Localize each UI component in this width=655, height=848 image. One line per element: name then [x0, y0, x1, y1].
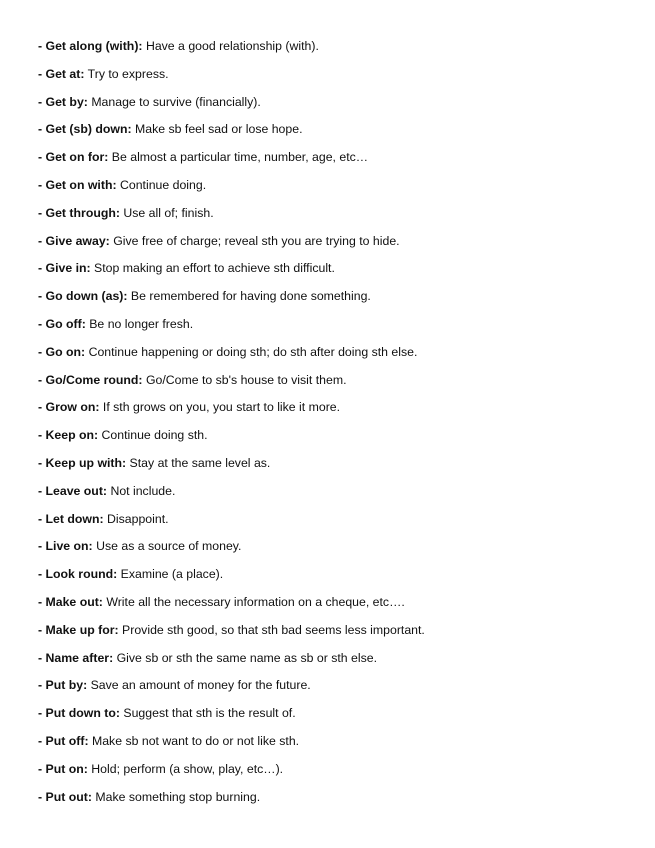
bullet-dash: - — [38, 733, 46, 748]
bullet-dash: - — [38, 428, 46, 443]
bullet-dash: - — [38, 400, 46, 415]
bullet-dash: - — [38, 316, 46, 331]
phrasal-verb-definition: Write all the necessary information on a cheque, etc…. — [106, 594, 405, 609]
bullet-dash: - — [38, 678, 46, 693]
phrasal-verb-definition: Provide sth good, so that sth bad seems less important. — [122, 622, 425, 637]
phrasal-verb-definition: Stay at the same level as. — [129, 455, 271, 470]
bullet-dash: - — [38, 150, 46, 165]
bullet-dash: - — [38, 622, 46, 637]
list-item — [38, 93, 628, 121]
phrasal-verb-definition: Save an amount of money for the future. — [90, 678, 311, 693]
list-item — [38, 232, 628, 260]
phrasal-verb-definition: Disappoint. — [107, 511, 169, 526]
phrasal-verb-term: Look round: — [45, 567, 118, 582]
list-item — [38, 120, 628, 148]
phrasal-verb-definition: Go/Come to sb's house to visit them. — [145, 372, 347, 387]
phrasal-verb-term: Go on: — [45, 344, 86, 359]
phrasal-verb-definition: Use all of; finish. — [123, 205, 214, 220]
bullet-dash: - — [38, 761, 46, 776]
bullet-dash: - — [38, 483, 46, 498]
phrasal-verb-list — [38, 37, 628, 815]
phrasal-verb-term: Put out: — [45, 789, 92, 804]
phrasal-verb-term: Put off: — [45, 733, 89, 748]
phrasal-verb-definition: Give free of charge; reveal sth you are trying to hide. — [113, 233, 400, 248]
list-item — [38, 676, 628, 704]
list-item — [38, 565, 628, 593]
bullet-dash: - — [38, 205, 46, 220]
phrasal-verb-term: Go/Come round: — [45, 372, 143, 387]
bullet-dash: - — [38, 789, 46, 804]
phrasal-verb-term: Get on with: — [45, 177, 117, 192]
list-item — [38, 343, 628, 371]
phrasal-verb-definition: Examine (a place). — [120, 567, 224, 582]
phrasal-verb-definition: Stop making an effort to achieve sth difficult. — [94, 261, 335, 276]
list-item — [38, 176, 628, 204]
bullet-dash: - — [38, 122, 46, 137]
phrasal-verb-definition: Try to express. — [87, 66, 169, 81]
phrasal-verb-term: Grow on: — [45, 400, 100, 415]
list-item — [38, 537, 628, 565]
phrasal-verb-term: Go off: — [45, 316, 86, 331]
phrasal-verb-term: Give away: — [45, 233, 110, 248]
bullet-dash: - — [38, 539, 46, 554]
phrasal-verb-term: Let down: — [45, 511, 104, 526]
bullet-dash: - — [38, 511, 46, 526]
list-item — [38, 732, 628, 760]
bullet-dash: - — [38, 706, 46, 721]
bullet-dash: - — [38, 66, 46, 81]
phrasal-verb-term: Name after: — [45, 650, 114, 665]
phrasal-verb-term: Make out: — [45, 594, 103, 609]
list-item — [38, 454, 628, 482]
phrasal-verb-term: Get at: — [45, 66, 85, 81]
list-item — [38, 371, 628, 399]
phrasal-verb-term: Put on: — [45, 761, 88, 776]
list-item — [38, 65, 628, 93]
bullet-dash: - — [38, 39, 46, 53]
phrasal-verb-definition: Be remembered for having done something. — [130, 289, 371, 304]
list-item — [38, 37, 628, 65]
list-item — [38, 259, 628, 287]
list-item — [38, 287, 628, 315]
list-item — [38, 760, 628, 788]
phrasal-verb-term: Get by: — [45, 94, 88, 109]
phrasal-verb-definition: Manage to survive (financially). — [91, 94, 261, 109]
list-item — [38, 593, 628, 621]
bullet-dash: - — [38, 261, 46, 276]
phrasal-verb-definition: Make sb not want to do or not like sth. — [91, 733, 300, 748]
phrasal-verb-definition: Not include. — [110, 483, 176, 498]
phrasal-verb-term: Go down (as): — [45, 289, 128, 304]
phrasal-verb-definition: Make something stop burning. — [95, 789, 261, 804]
bullet-dash: - — [38, 94, 46, 109]
bullet-dash: - — [38, 567, 46, 582]
bullet-dash: - — [38, 594, 46, 609]
phrasal-verb-definition: Continue happening or doing sth; do sth after doing sth else. — [88, 344, 418, 359]
phrasal-verb-term: Leave out: — [45, 483, 108, 498]
bullet-dash: - — [38, 344, 46, 359]
phrasal-verb-term: Live on: — [45, 539, 93, 554]
phrasal-verb-definition: If sth grows on you, you start to like it more. — [102, 400, 341, 415]
bullet-dash: - — [38, 177, 46, 192]
phrasal-verb-definition: Hold; perform (a show, play, etc…). — [91, 761, 284, 776]
phrasal-verb-definition: Use as a source of money. — [96, 539, 242, 554]
phrasal-verb-term: Get (sb) down: — [45, 122, 132, 137]
phrasal-verb-term: Keep on: — [45, 428, 99, 443]
bullet-dash: - — [38, 289, 46, 304]
list-item — [38, 398, 628, 426]
phrasal-verb-term: Put by: — [45, 678, 88, 693]
phrasal-verb-term: Put down to: — [45, 706, 120, 721]
phrasal-verb-definition: Have a good relationship (with). — [145, 39, 319, 53]
phrasal-verb-definition: Continue doing. — [119, 177, 207, 192]
phrasal-verb-definition: Suggest that sth is the result of. — [123, 706, 296, 721]
phrasal-verb-term: Give in: — [45, 261, 91, 276]
phrasal-verb-definition: Make sb feel sad or lose hope. — [135, 122, 303, 137]
list-item — [38, 649, 628, 677]
list-item — [38, 148, 628, 176]
list-item — [38, 204, 628, 232]
list-item — [38, 704, 628, 732]
bullet-dash: - — [38, 455, 46, 470]
phrasal-verb-term: Keep up with: — [45, 455, 127, 470]
list-item — [38, 482, 628, 510]
list-item — [38, 510, 628, 538]
list-item — [38, 315, 628, 343]
bullet-dash: - — [38, 233, 46, 248]
phrasal-verb-definition: Be almost a particular time, number, age, etc… — [111, 150, 369, 165]
phrasal-verb-term: Make up for: — [45, 622, 119, 637]
phrasal-verb-term: Get along (with): — [45, 39, 143, 53]
list-item — [38, 788, 628, 816]
phrasal-verb-term: Get on for: — [45, 150, 109, 165]
bullet-dash: - — [38, 650, 46, 665]
phrasal-verb-term: Get through: — [45, 205, 120, 220]
phrasal-verb-definition: Be no longer fresh. — [89, 316, 194, 331]
list-item — [38, 426, 628, 454]
list-item — [38, 621, 628, 649]
phrasal-verb-definition: Continue doing sth. — [101, 428, 208, 443]
bullet-dash: - — [38, 372, 46, 387]
phrasal-verb-definition: Give sb or sth the same name as sb or sth else. — [116, 650, 378, 665]
